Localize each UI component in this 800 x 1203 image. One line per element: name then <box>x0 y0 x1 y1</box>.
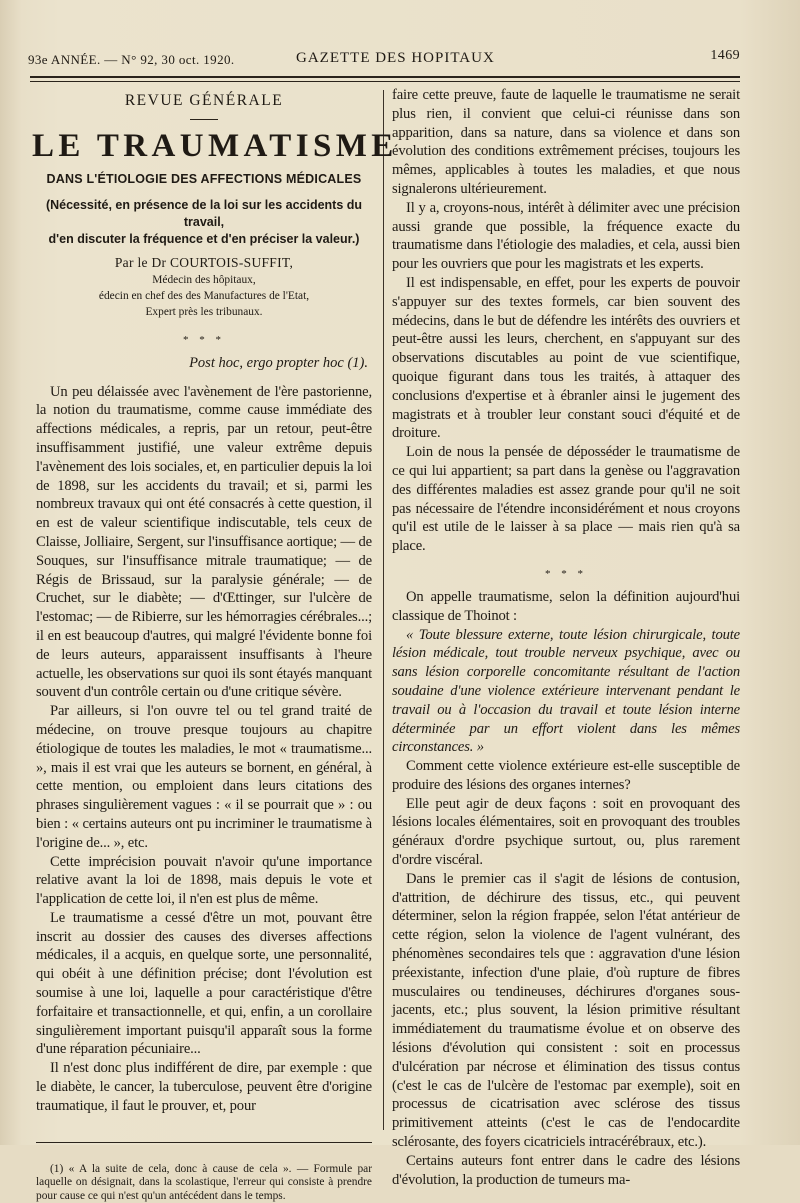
section-heading: REVUE GÉNÉRALE <box>124 92 284 109</box>
asterism: * * * <box>545 567 587 580</box>
paragraph: Loin de nous la pensée de déposséder le traumatisme de ce qui lui appartient; sa part dans la genèse ou l'aggravation des différentes maladies est assez grande pour qu'il ne soit pas nécessaire de l'étendre inconsidérément et nous croyons qu'il est utile de le laisser à sa place — mais rien qu'à sa place. <box>392 444 740 555</box>
article-subtitle: DANS L'ÉTIOLOGIE DES AFFECTIONS MÉDICALES <box>46 171 362 186</box>
paragraph: Comment cette violence extérieure est-elle susceptible de produire des lésions des organes internes? <box>392 758 740 793</box>
author-line: Par le Dr COURTOIS-SUFFIT, <box>114 254 294 270</box>
asterism: * * * <box>183 333 225 346</box>
article-subtitle-note <box>36 197 372 248</box>
header-rule-thin <box>30 81 740 82</box>
left-column <box>32 86 398 1203</box>
paragraph: Il y a, croyons-nous, intérêt à délimiter avec une précision aussi grande que possible, la fréquence exacte du traumatisme dans l'étiologie des maladies, et cela, aussi bien pour les ouvriers que pour les magistrats et les experts. <box>392 199 740 273</box>
definition-quote: « Toute blessure externe, toute lésion chirurgicale, toute lésion médicale, tout trouble nerveux psychique, avec ou sans lésion corporelle concomitante résultant de l'action soudaine d'une violence extérieure intervenant pendant le travail ou à l'occasion du travail et toute lésion interne déterminée par un effort violent dans les mêmes circonstances. » <box>392 626 740 756</box>
author-title-1: Médecin des hôpitaux, <box>152 274 256 287</box>
paragraph: Par ailleurs, si l'on ouvre tel ou tel grand traité de médecine, on trouve presque toujours au chapitre étiologique de toutes les maladies, le mot « traumatisme... », mais il est vrai que les auteurs se bornent, en général, à cette mention, ou emploient dans leurs citations des phrases singulièrement vagues : « il se pourrait que » : ou bien : « certains auteurs ont pu incriminer le traumatisme à l'origine de... », etc. <box>36 703 372 851</box>
author-title-3: Expert près les tribunaux. <box>145 305 263 318</box>
footnote-rule <box>36 1142 372 1143</box>
author-title-2: édecin en chef des des Manufactures de l'Etat, <box>98 290 310 303</box>
paragraph: Un peu délaissée avec l'avènement de l'ère pastorienne, la notion du traumatisme, comme cause immédiate des affections médicales, a repris, par un retour, peut-être insuffisamment justifié, une valeur extrême depuis l'avènement des lois sociales, et, en particulier depuis la loi de 1898, sur les accidents du travail; et si, parmi les nombreux travaux qui ont été consacrés à cette question, il en est de valeur scientifique indiscutable, tels ceux de Claisse, Jolliaire, Sergent, sur l'insuffisance aortique; — de Souques, sur l'insuffisance mitrale traumatique; — de Régis de Brissaud, sur la paralysie générale; — de Cruchet, sur le diabète; — d'Œttinger, sur l'ulcère de l'estomac; — de Ribierre, sur les hémorragies cérébrales...; il en est beaucoup d'autres, qui malgré l'évidente bonne foi de leurs auteurs, apparaissent insuffisants à l'heure actuelle, les observations sur quoi ils sont étayés manquant souvent d'un contrôle certain ou d'une critique sévère. <box>36 383 372 701</box>
paragraph: Dans le premier cas il s'agit de lésions de contusion, d'attrition, de déchirure des tissus, etc., qui peuvent déterminer, selon la région frappée, selon l'état antérieur de cette région, selon la violence de l'agent vulnérant, des phénomènes secondaires tels que : aggravation d'une lésion préexistante, infection d'une plaie, d'où rupture de fibres musculaires ou tendineuses, déchirures d'organes sous-jacents, etc.; plus souvent, la lésion primitive résultant immédiatement du traumatisme évolue et on observe des lésions d'évolution qui consistent : soit en processus d'ulcération par nécrose et élimination des tissus contus (c'est le cas de l'ulcère de l'estomac par exemple), soit en processus de cicatrisation avec sclérose des tissus primitivement atteints (c'est le cas de l'endocardite sclérosante, des foyers cicatriciels intracérébraux, etc.). <box>392 870 740 1151</box>
epigraph: Post hoc, ergo propter hoc (1). <box>189 354 368 371</box>
journal-name: GAZETTE DES HOPITAUX <box>296 50 495 66</box>
issue-info: 93e ANNÉE. — N° 92, 30 oct. 1920. <box>28 52 235 67</box>
subtitle-note-line-2: d'en discuter la fréquence et d'en préciser la valeur.) <box>48 231 360 246</box>
page-number: 1469 <box>710 48 740 63</box>
header-rule <box>30 76 740 78</box>
paragraph: faire cette preuve, faute de laquelle le traumatisme ne serait plus rien, il convient que celui-ci réunisse dans son apparition, dans sa nature, dans sa violence et dans son évolution des conditions extrêmement précises, toujours les mêmes, applicables à toutes les maladies, et que nous signalerons ultérieurement. <box>392 87 740 197</box>
footnote: (1) « A la suite de cela, donc à cause de cela ». — Formule par laquelle on désignait, dans la scolastique, l'erreur qui consiste à prendre pour cause ce qui n'est qu'un antécédent dans le temps. <box>36 1162 372 1202</box>
paragraph: On appelle traumatisme, selon la définition aujourd'hui classique de Thoinot : <box>392 588 740 624</box>
right-column <box>392 86 740 1189</box>
title-rule <box>190 119 218 120</box>
paragraph: Elle peut agir de deux façons : soit en provoquant des lésions locales élémentaires, soit en provoquant des troubles généraux d'ordre psychique surtout, ou, plus rarement d'ordre viscéral. <box>392 795 740 869</box>
paragraph: Certains auteurs font entrer dans le cadre des lésions d'évolution, la production de tumeurs ma- <box>392 1152 740 1188</box>
paragraph: Cette imprécision pouvait n'avoir qu'une importance relative avant la loi de 1898, mais depuis le vote et l'application de cette loi, il n'en est plus de même. <box>36 853 372 908</box>
column-divider <box>383 90 384 1130</box>
subtitle-note-line-1: (Nécessité, en présence de la loi sur les accidents du travail, <box>45 197 363 229</box>
article-title: LE TRAUMATISME <box>32 127 398 164</box>
paragraph: Le traumatisme a cessé d'être un mot, pouvant être inscrit au dossier des causes des diverses affections médicales, il a acquis, en quelque sorte, une personnalité, qui obéit à une définition précise; dont l'évolution est soumise à une loi, laquelle a pour caractéristique d'être forfaitaire et transactionnelle, et qui, enfin, a un corollaire singulièrement important puisqu'il apparaît sous la forme d'une réparation pécuniaire... <box>36 909 372 1058</box>
running-head <box>28 48 740 72</box>
paragraph: Il est indispensable, en effet, pour les experts de pouvoir s'appuyer sur des textes formels, car bien souvent des médecins, dans le but de défendre les intérêts des ouvriers et peut-être aussi les leurs, cherchent, en s'appuyant sur des observations discutables au point de vue scientifique, quoique figurant dans tous les traités, à attaquer des conclusions d'expertise et à ébranler ainsi le jugement des magistrats et à troubler leur constant souci d'équité et de droiture. <box>392 274 740 442</box>
paragraph: Il n'est donc plus indifférent de dire, par exemple : que le diabète, le cancer, la tuberculose, peuvent être d'origine traumatique, il faut le prouver, et, pour <box>36 1060 372 1114</box>
